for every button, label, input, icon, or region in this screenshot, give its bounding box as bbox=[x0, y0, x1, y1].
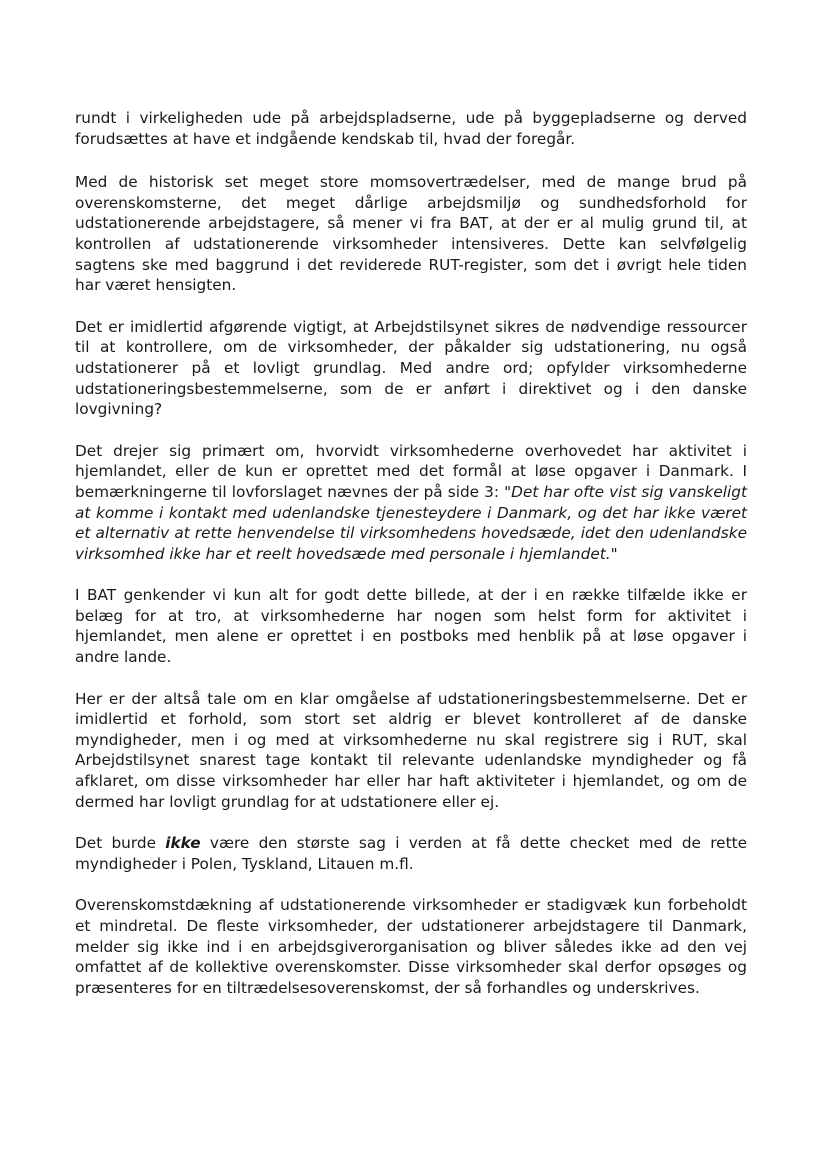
paragraph-7-start: Det burde bbox=[75, 834, 166, 853]
paragraph-3: Det er imidlertid afgørende vigtigt, at Arbejdstilsynet sikres de nødvendige ressourcer til at kontrollere, om de virksomheder, der påkalder sig udstationering, nu også udstationerer på et lovligt grundlag. Med andre ord; opfylder virksomhederne udstationeringsbestemmelserne, som de er anført i direktivet og i den danske lovgivning? bbox=[75, 317, 747, 419]
paragraph-7-end: være den største sag i verden at få dette checket med de rette myndigheder i Polen, Tyskland, Litauen m.fl. bbox=[75, 834, 747, 873]
paragraph-4-lead: Det drejer sig primært om, hvorvidt virksomhederne overhovedet har aktivitet i hjemlandet, eller de kun er oprettet med det formål at løse opgaver i Danmark. I bemærkningerne til lovforslaget nævnes der på side 3: bbox=[75, 441, 747, 501]
paragraph-2: Med de historisk set meget store momsovertrædelser, med de mange brud på overenskomsterne, det meget dårlige arbejdsmiljø og sundhedsforhold for udstationerende arbejdstagere, så mener vi fra BAT, at der er al mulig grund til, at kontrollen af udstationerende virksomheder intensiveres. Dette kan selvfølgelig sagtens ske med baggrund i det reviderede RUT-register, som det i øvrigt hele tiden har været hensigten. bbox=[75, 173, 747, 295]
paragraph-4 bbox=[75, 441, 747, 565]
paragraph-8: Overenskomstdækning af udstationerende virksomheder er stadigvæk kun forbeholdt et mindretal. De fleste virksomheder, der udstationerer arbejdstagere til Danmark, melder sig ikke ind i en arbejdsgiverorganisation og bliver således ikke ad den vej omfattet af de kollektive overenskomster. Disse virksomheder skal derfor opsøges og præsenteres for en tiltrædelsesoverenskomst, der så forhandles og underskrives. bbox=[75, 896, 747, 997]
emphasis-ikke: ikke bbox=[165, 834, 201, 853]
paragraph-6: Her er der altså tale om en klar omgåelse af udstationeringsbestemmelserne. Det er imidlertid et forhold, som stort set aldrig er blevet kontrolleret af de danske myndigheder, men i og med at virksomhederne nu skal registrere sig i RUT, skal Arbejdstilsynet snarest tage kontakt til relevante udenlandske myndigheder og få afklaret, om disse virksomheder har eller har haft aktiviteter i hjemlandet, og om de dermed har lovligt grundlag for at udstationere eller ej. bbox=[75, 689, 747, 811]
document-body bbox=[75, 108, 747, 1019]
paragraph-5: I BAT genkender vi kun alt for godt dette billede, at der i en række tilfælde ikke er belæg for at tro, at virksomhederne har nogen som helst form for aktivitet i hjemlandet, men alene er oprettet i en postboks med henblik på at løse opgaver i andre lande. bbox=[75, 586, 747, 667]
paragraph-7 bbox=[75, 833, 747, 874]
paragraph-4-quote: "Det har ofte vist sig vanskeligt at komme i kontakt med udenlandske tjenesteydere i Danmark, og det har ikke været et alternativ at rette henvendelse til virksomhedens hovedsæde, idet den udenlandske virksomhed ikke har et reelt hovedsæde med personale i hjemlandet." bbox=[75, 482, 747, 563]
paragraph-1: rundt i virkeligheden ude på arbejdspladserne, ude på byggepladserne og derved forudsættes at have et indgående kendskab til, hvad der foregår. bbox=[75, 109, 747, 148]
